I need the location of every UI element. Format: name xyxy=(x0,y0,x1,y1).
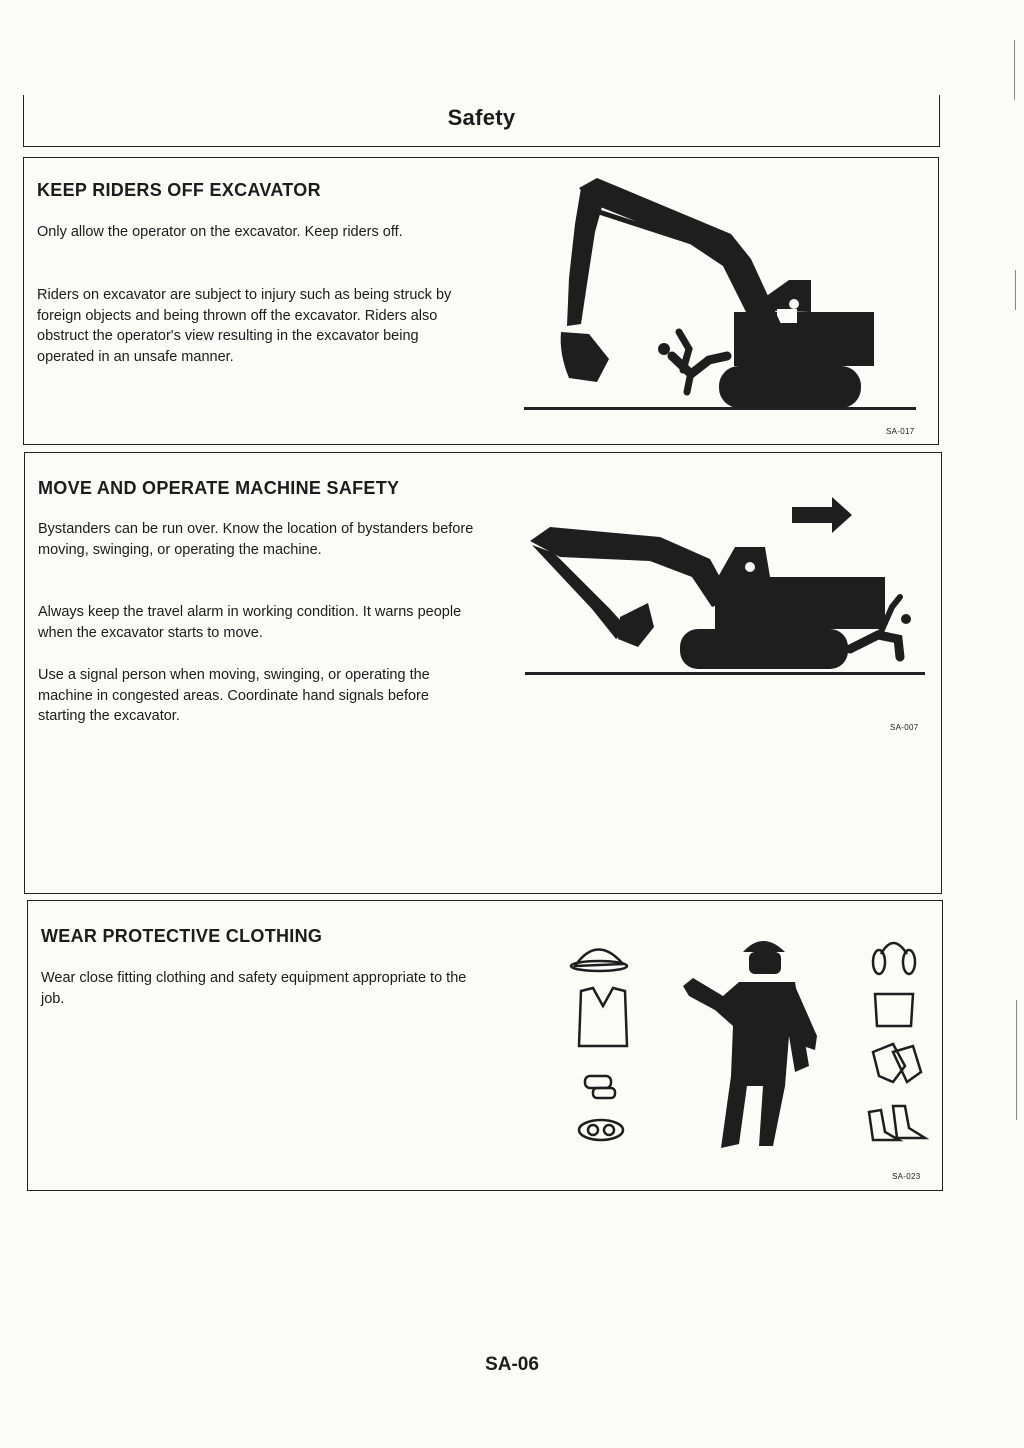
section-title: WEAR PROTECTIVE CLOTHING xyxy=(41,926,323,946)
ear-muffs-icon xyxy=(873,943,915,974)
section-keep-riders-off xyxy=(23,157,939,445)
safety-vest-icon xyxy=(579,988,627,1046)
page-title: Safety xyxy=(447,105,516,130)
gloves-icon xyxy=(873,1044,921,1082)
page-number: SA-06 xyxy=(485,1354,539,1375)
figure-id: SA-017 xyxy=(886,427,915,436)
section-paragraph: Wear close fitting clothing and safety equipment appropriate to the job. xyxy=(41,970,467,1007)
section-title: KEEP RIDERS OFF EXCAVATOR xyxy=(37,180,321,200)
section-paragraph: Bystanders can be run over. Know the location of bystanders before moving, swinging, or operating the machine. xyxy=(38,521,474,558)
scan-speck xyxy=(1016,1000,1017,1120)
page-header xyxy=(23,95,940,147)
safety-goggles-icon xyxy=(579,1120,623,1140)
section-paragraph: Always keep the travel alarm in working condition. It warns people when the excavator starts to move. xyxy=(38,604,462,641)
section-paragraph: Only allow the operator on the excavator. Keep riders off. xyxy=(37,224,403,240)
scan-speck xyxy=(1015,270,1016,310)
worker-protective-equipment-icon xyxy=(563,926,933,1166)
scan-speck xyxy=(1014,40,1015,100)
section-move-operate-safety xyxy=(24,452,942,894)
ear-plugs-icon xyxy=(585,1076,615,1098)
section-protective-clothing xyxy=(27,900,943,1191)
safety-boots-icon xyxy=(869,1106,925,1140)
section-title: MOVE AND OPERATE MACHINE SAFETY xyxy=(38,478,400,498)
section-paragraph: Use a signal person when moving, swinging, or operating the machine in congested areas. Coordinate hand signals before starting the excavator. xyxy=(38,667,430,724)
excavator-bystander-run-over-icon xyxy=(520,489,930,689)
face-shield-icon xyxy=(875,994,913,1026)
figure-id: SA-007 xyxy=(890,723,919,732)
section-paragraph: Riders on excavator are subject to injury such as being struck by foreign objects and being thrown off the excavator. Riders also obstruct the operator's view resulting in the excavator being operated in an unsafe manner. xyxy=(37,287,452,365)
hard-hat-icon xyxy=(571,949,627,971)
figure-id: SA-023 xyxy=(892,1172,921,1181)
excavator-rider-falling-icon xyxy=(519,174,919,414)
